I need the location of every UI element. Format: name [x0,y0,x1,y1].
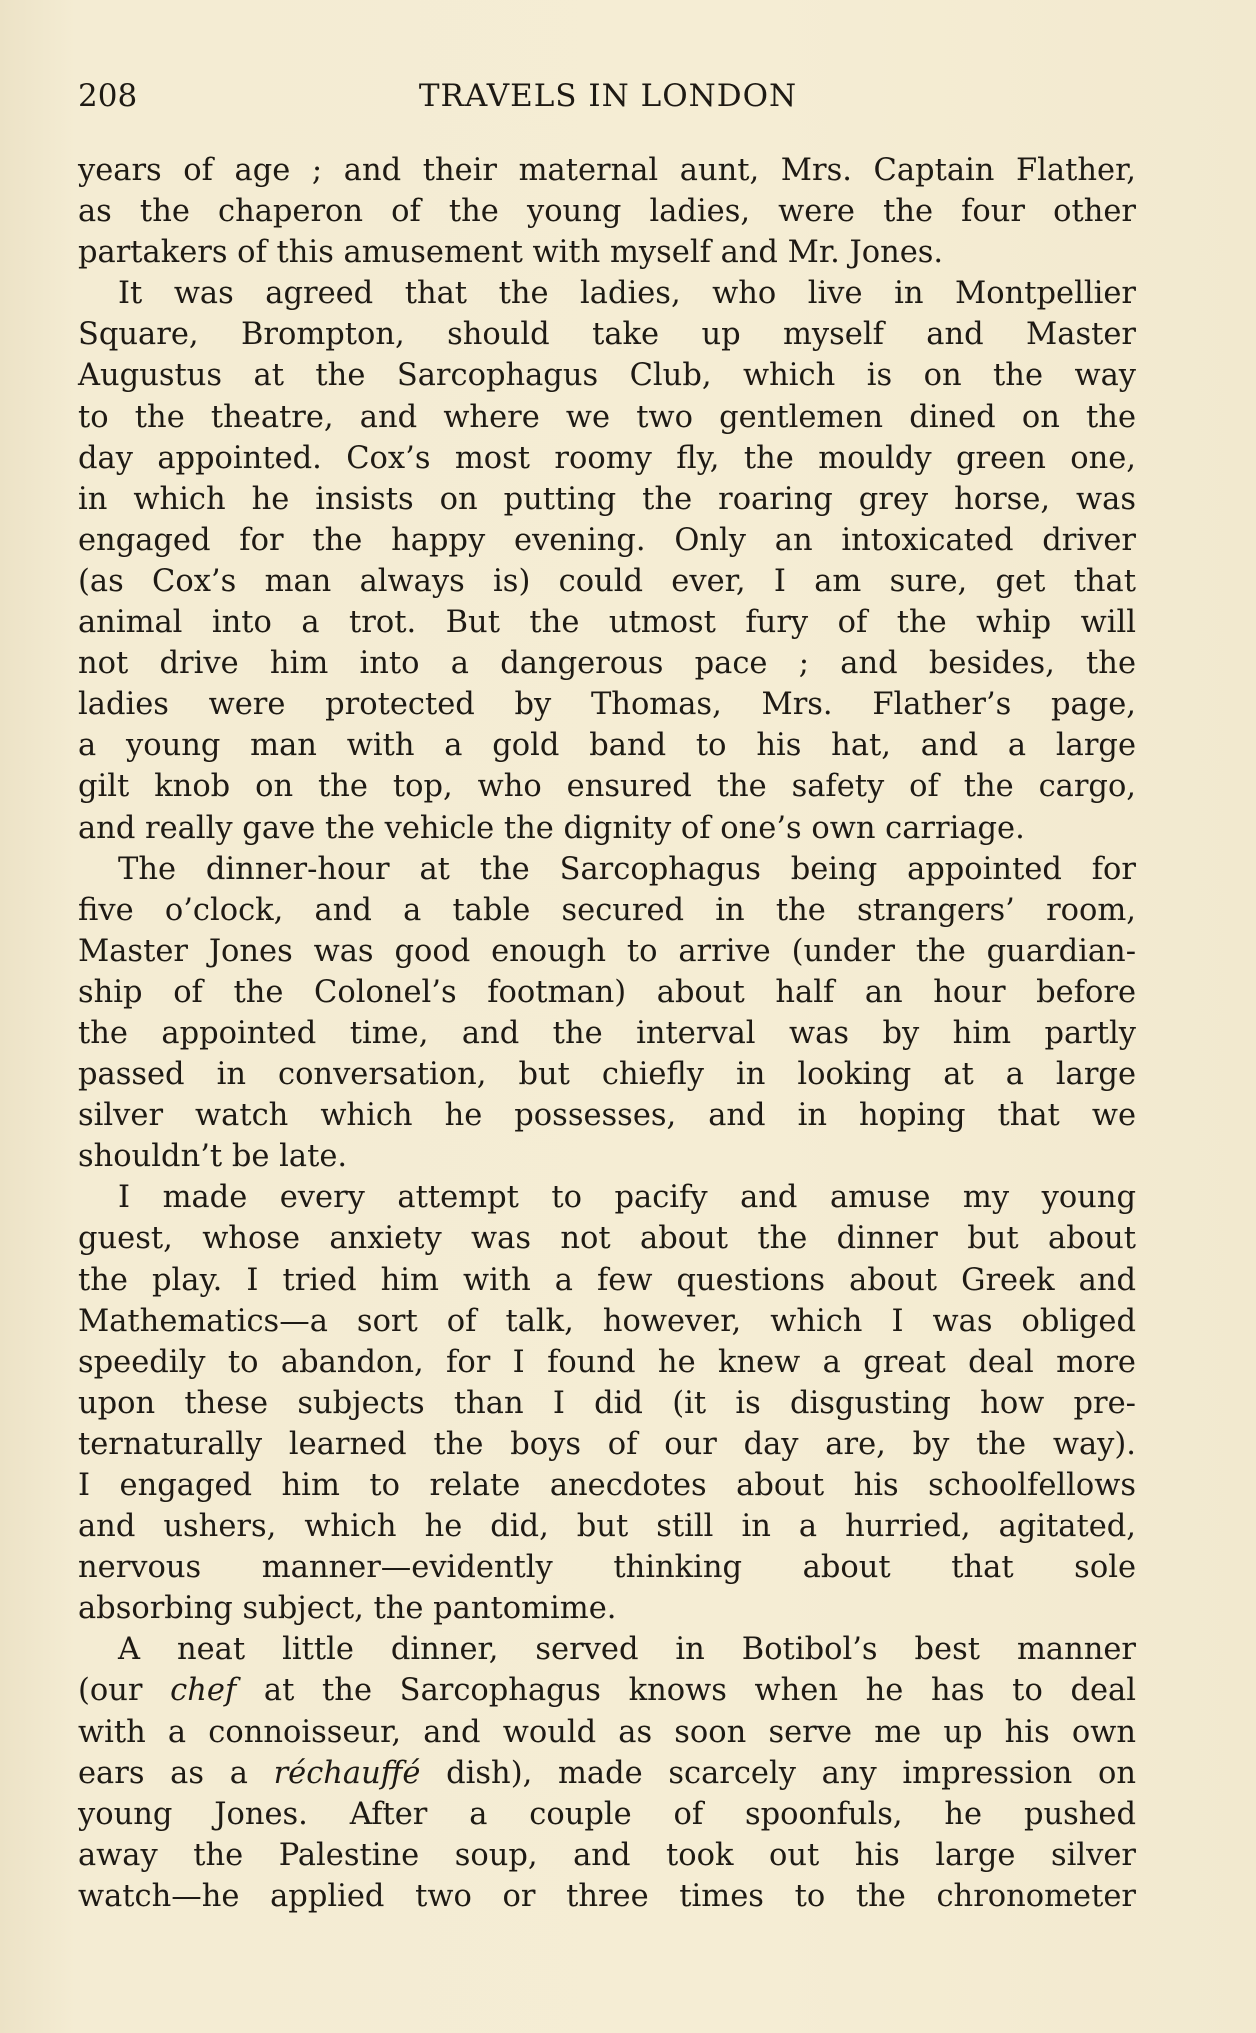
text-line: speedily to abandon, for I found he knew a great deal more [78,1344,1136,1380]
text-line: Mathematics—a sort of talk, however, which I was obliged [78,1303,1136,1339]
text-line: young Jones. After a couple of spoonfuls, he pushed [78,1796,1136,1832]
body-text [78,150,1136,1917]
page-header [78,72,1138,120]
text-line: to the theatre, and where we two gentlemen dined on the [78,399,1136,435]
running-title: TRAVELS IN LONDON [418,78,798,114]
text-line: Master Jones was good enough to arrive (under the guardian- [78,933,1136,969]
text-line: Square, Brompton, should take up myself and Master [78,317,1136,353]
text-line: A neat little dinner, served in Botibol’s best manner [118,1632,1136,1668]
text-line: animal into a trot. But the utmost fury of the whip will [78,605,1136,641]
text-line: ladies were protected by Thomas, Mrs. Flather’s page, [78,687,1136,723]
text-line: with a connoisseur, and would as soon serve me up his own [78,1714,1136,1750]
text-line: away the Palestine soup, and took out his large silver [78,1837,1136,1873]
text-line: shouldn’t be late. [78,1139,348,1175]
text-line: and really gave the vehicle the dignity of one’s own carriage. [78,810,1025,846]
text-line: a young man with a gold band to his hat, and a large [78,728,1136,764]
text-line: the play. I tried him with a few questions about Greek and [78,1262,1136,1298]
text-line: not drive him into a dangerous pace ; and besides, the [78,646,1136,682]
text-line: in which he insists on putting the roaring grey horse, was [78,481,1136,517]
text-line: ternaturally learned the boys of our day are, by the way). [78,1426,1136,1462]
text-line [78,1670,1136,1711]
text-line: The dinner-hour at the Sarcophagus being appointed for [118,851,1136,887]
text-segment: ears as a [78,1755,274,1791]
text-line: and ushers, which he did, but still in a hurried, agitated, [78,1509,1136,1545]
italic-word: réchauffé [273,1755,421,1791]
text-line: five o’clock, and a table secured in the strangers’ room, [78,892,1136,928]
text-line [78,1753,1136,1794]
text-segment: (our [78,1673,171,1709]
text-line: silver watch which he possesses, and in hoping that we [78,1098,1136,1134]
text-line: the appointed time, and the interval was by him partly [78,1015,1136,1051]
text-line: watch—he applied two or three times to the chronometer [78,1878,1136,1914]
text-segment: dish), made scarcely any impression on [420,1755,1137,1791]
text-line: years of age ; and their maternal aunt, Mrs. Captain Flather, [78,153,1136,188]
text-line: absorbing subject, the pantomime. [78,1591,617,1627]
italic-word: chef [170,1673,237,1709]
text-segment: at the Sarcophagus knows when he has to deal [236,1673,1136,1709]
text-line: I made every attempt to pacify and amuse my young [118,1180,1136,1216]
text-line: (as Cox’s man always is) could ever, I am sure, get that [78,563,1136,599]
text-line: nervous manner—evidently thinking about that sole [78,1550,1136,1586]
text-line: ship of the Colonel’s footman) about half an hour before [78,974,1136,1010]
text-line: gilt knob on the top, who ensured the safety of the cargo, [78,769,1136,805]
text-line: It was agreed that the ladies, who live in Montpellier [118,276,1136,312]
text-line: upon these subjects than I did (it is disgusting how pre- [78,1385,1136,1421]
text-line: guest, whose anxiety was not about the dinner but about [78,1221,1136,1257]
text-line: I engaged him to relate anecdotes about his schoolfellows [78,1468,1136,1503]
text-line: partakers of this amusement with myself and Mr. Jones. [78,235,944,271]
page-number: 208 [78,78,138,114]
text-line: Augustus at the Sarcophagus Club, which is on the way [78,358,1136,394]
text-line: as the chaperon of the young ladies, were the four other [78,194,1136,230]
text-line: passed in conversation, but chiefly in looking at a large [78,1057,1136,1093]
text-line: day appointed. Cox’s most roomy fly, the mouldy green one, [78,440,1136,476]
text-line: engaged for the happy evening. Only an intoxicated driver [78,522,1136,558]
